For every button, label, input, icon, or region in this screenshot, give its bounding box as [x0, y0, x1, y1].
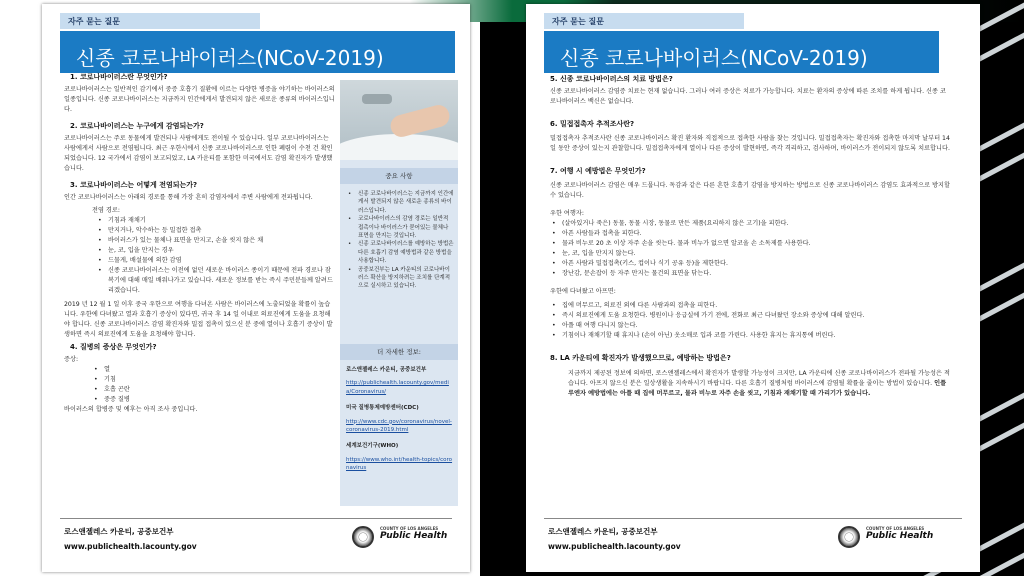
page-title: 신종 코로나바이러스(NCoV-2019) — [60, 31, 455, 73]
list-item: • 호흡 곤란 — [104, 385, 336, 395]
list-item: • 물과 비누로 20 초 이상 자주 손을 씻는다. 물과 비누가 없으면 알코올 손 소독제를 사용한다. — [562, 239, 950, 249]
footer-url: www.publichealth.lacounty.gov — [64, 542, 197, 551]
footer-divider — [544, 518, 962, 519]
answer-3: 인간 코로나바이러스는 아래의 경로를 통해 가장 흔히 감염자에서 주변 사람에게 전파됩니다. — [64, 194, 313, 201]
faq-page-2 — [526, 4, 980, 572]
question-7: 7. 여행 시 예방법은 무엇인가? — [550, 167, 646, 175]
transmission-list — [64, 216, 336, 296]
list-item: • 신종 코로나바이러스를 예방하는 방법은 다른 호흡기 감염 예방법과 같은 방법을 사용합니다. — [358, 240, 454, 265]
answer-7-subtitle-1: 우한 여행자: — [550, 210, 584, 217]
answer-7: 신종 코로나바이러스 감염은 매우 드뭅니다. 독감과 같은 다른 흔한 호흡기 감염을 방지하는 방법으로 신종 코로나바이러스 감염도 효과적으로 방지할 수 있습니다. — [550, 182, 951, 199]
list-item: • 코로나바이러스의 감염 경로는 일반적 접촉이나 바이러스가 묻어있는 물체나 표면을 만지는 것입니다. — [358, 215, 454, 240]
answer-4-end: 바이러스의 합병증 및 예후는 아직 조사 중입니다. — [64, 406, 198, 413]
list-item: • 즉시 의료진에게 도움 요청한다. 병원이나 응급실에 가기 전에, 전화로 최근 다녀왔던 장소와 증상에 대해 알린다. — [562, 311, 950, 321]
list-item: • 바이러스가 있는 물체나 표면을 만지고, 손을 씻지 않은 채 — [108, 236, 336, 246]
answer-5: 신종 코로나바이러스 감염증 치료는 현재 없습니다. 그러나 여러 증상은 치료가 가능합니다. 치료는 환자의 증상에 따른 조치를 하게 됩니다. 신종 코로나바이러스 백신은 없습니다. — [550, 88, 946, 105]
list-item: • 신종 코로나바이러스는 지금까지 인간에게서 발견되지 않은 새로운 종류의 바이러스입니다. — [358, 190, 454, 215]
county-seal-icon — [352, 526, 374, 548]
answer-4-subtitle: 증상: — [64, 356, 79, 363]
page-title: 신종 코로나바이러스(NCoV-2019) — [544, 31, 939, 73]
answer-8-emphasis: 인플루엔자 예방법에는 아플 때 집에 머무르고, 물과 비누로 자주 손을 씻고, 기침과 재채기할 때 가리기가 있습니다. — [568, 380, 947, 397]
answer-7-subtitle-2: 우한에 다녀왔고 아프면: — [550, 288, 616, 295]
sick-traveler-list — [550, 301, 950, 341]
public-health-logo: COUNTY OF LOS ANGELES Public Health — [380, 526, 448, 541]
list-item: • 드물게, 배설물에 의한 감염 — [108, 256, 336, 266]
list-item: • 공중보건부는 LA 카운티의 코로나바이러스 확산을 방지하려는 조치를 단계적으로 실시하고 있습니다. — [358, 266, 454, 291]
question-4: 4. 질병의 증상은 무엇인가? — [70, 343, 157, 351]
faq-tag: 자주 묻는 질문 — [544, 13, 744, 29]
footer-divider — [60, 518, 452, 519]
main-column — [550, 74, 950, 399]
footer-url: www.publichealth.lacounty.gov — [548, 542, 681, 551]
list-item: • 집에 머무르고, 의료진 외에 다른 사람과의 접촉을 피한다. — [562, 301, 950, 311]
list-item: • 기침 — [104, 375, 336, 385]
footer-department: 로스앤젤레스 카운티, 공중보건부 — [64, 527, 174, 536]
link-title-cdc: 미국 질병통제예방센터(CDC) — [346, 405, 419, 412]
travel-prevention-list — [550, 219, 950, 279]
list-item: • 장난감, 문손잡이 등 자주 만지는 물건의 표면을 닦는다. — [562, 269, 950, 279]
county-seal-icon — [838, 526, 860, 548]
answer-1: 코로나바이러스는 일반적인 감기에서 중증 호흡기 질환에 이르는 다양한 병증을 야기하는 바이러스의 일종입니다. 신종 코로나바이러스는 지금까지 인간에게서 발견되지 않은 새로운 종류의 바이러스입니다. — [64, 86, 335, 113]
sidebar-panel — [340, 80, 458, 506]
list-item: • 눈, 코, 입을 만지는 경우 — [108, 246, 336, 256]
footer-department: 로스앤젤레스 카운티, 공중보건부 — [548, 527, 658, 536]
main-column — [64, 72, 336, 415]
sidebar-heading-more-info: 더 자세한 정보: — [340, 344, 458, 360]
answer-3-paragraph-2: 2019 년 12 월 1 일 이후 중국 우한으로 여행을 다녀온 사람은 바이러스에 노출되었을 확률이 높습니다. 우한에 다녀왔고 열과 호흡기 증상이 있다면, 귀국 후 14 일 이내로 의료진에게 도움을 요청해야 합니다. 신종 코로나바이러스 감염 확진자와 밀접 접촉이 있으신 분 중에 열이나 호흡기 증상이 발생하면 즉시 의료진에게 도움을 요청해야 합니다. — [64, 301, 333, 338]
list-item: • 눈, 코, 입을 만지지 않는다. — [562, 249, 950, 259]
handwashing-photo — [340, 80, 458, 160]
question-2: 2. 코로나바이러스는 누구에게 감염되는가? — [70, 122, 204, 130]
list-item: • 만지거나, 악수하는 등 밀접한 접촉 — [108, 226, 336, 236]
symptom-list — [64, 365, 336, 405]
faq-tag: 자주 묻는 질문 — [60, 13, 260, 29]
list-item: • 아플 때 여행 다니지 않는다. — [562, 321, 950, 331]
question-5: 5. 신종 코로나바이러스의 치료 방법은? — [550, 75, 673, 83]
answer-8: 지금까지 제공된 정보에 의하면, 로스앤젤레스에서 확진자가 발생할 가능성이 크지만, LA 카운티에 신종 코로나바이러스가 전파될 가능성은 적습니다. 아프지 않으신 분은 일상생활을 지속하시기 바랍니다. 다른 호흡기 질병처럼 바이러스에 감염될 확률을 줄이는 방법이 있습니다. 인플루엔자 예방법에는 아플 때 집에 머무르고, 물과 비누로 자주 손을 씻고, 기침과 재채기할 때 가리기가 있습니다. — [568, 370, 950, 397]
question-6: 6. 밀접접촉자 추적조사란? — [550, 120, 635, 128]
list-item: • 중증 질병 — [104, 395, 336, 405]
link-la-health[interactable]: http://publichealth.lacounty.gov/media/Coronavirus/ — [346, 380, 449, 395]
faq-page-1 — [42, 4, 470, 572]
important-points — [346, 190, 454, 291]
answer-2: 코로나바이러스는 주로 동물에게 발견되나 사람에게도 전이될 수 있습니다. 일부 코로나바이러스는 사람에게서 사람으로 전염됩니다. 최근 우한시에서 신종 코로나바이러스로 인한 폐렴이 수천 건 확인되었습니다. 12 국가에서 감염이 보고되었고, LA 카운티를 포함한 미국에서도 감염 확진자가 발생했습니다. — [64, 135, 333, 172]
link-who[interactable]: https://www.who.int/health-topics/coronavirus — [346, 456, 453, 472]
question-1: 1. 코로나바이러스란 무엇인가? — [70, 73, 168, 81]
list-item: • 열 — [104, 365, 336, 375]
list-item: • 신종 코로나바이러스는 이전에 없던 새로운 바이러스 종이기 때문에 전파 경로나 잠복기에 대해 매일 배워나가고 있습니다. 새로운 정보를 받는 즉시 주민분들께 알려드리겠습니다. — [108, 266, 336, 296]
link-title-who: 세계보건기구(WHO) — [346, 443, 399, 450]
public-health-logo: COUNTY OF LOS ANGELES Public Health — [866, 526, 934, 541]
list-item: • 아픈 사람과 밀접접촉(키스, 컵이나 식기 공유 등)을 제한한다. — [562, 259, 950, 269]
link-cdc[interactable]: http://www.cdc.gov/coronavirus/novel-coronavirus-2019.html — [346, 418, 452, 434]
question-8: 8. LA 카운티에 확진자가 발생했으므로, 예방하는 방법은? — [550, 354, 731, 362]
answer-6: 밀접접촉자 추적조사란 신종 코로나바이러스 확진 환자와 직접적으로 접촉한 사람을 찾는 것입니다. 밀접접촉자는 확진자와 접촉한 마지막 날부터 14 일 동안 증상이 있는지 관찰합니다. 밀접접촉자에게 열이나 다른 증상이 발현하면, 즉각 격리하고, 검사하며, 바이러스가 전이되지 않도록 치료합니다. — [550, 135, 950, 152]
answer-3-subtitle: 전염 경로: — [92, 207, 120, 214]
list-item: • 기침이나 재채기할 때 휴지나 (손이 아닌) 옷소매로 입과 코를 가린다. 사용한 휴지는 휴지통에 버린다. — [562, 331, 950, 341]
sidebar-heading-important: 중요 사항 — [340, 168, 458, 184]
list-item: • (살아있거나 죽은) 동물, 동물 시장, 동물로 만든 제품(요리하지 않은 고기)을 피한다. — [562, 219, 950, 229]
question-3: 3. 코로나바이러스는 어떻게 전염되는가? — [70, 181, 198, 189]
more-info-links — [346, 366, 454, 473]
link-title-la-health: 로스앤젤레스 카운티, 공중보건부 — [346, 367, 427, 373]
list-item: • 아픈 사람들과 접촉을 피한다. — [562, 229, 950, 239]
list-item: • 기침과 재채기 — [108, 216, 336, 226]
